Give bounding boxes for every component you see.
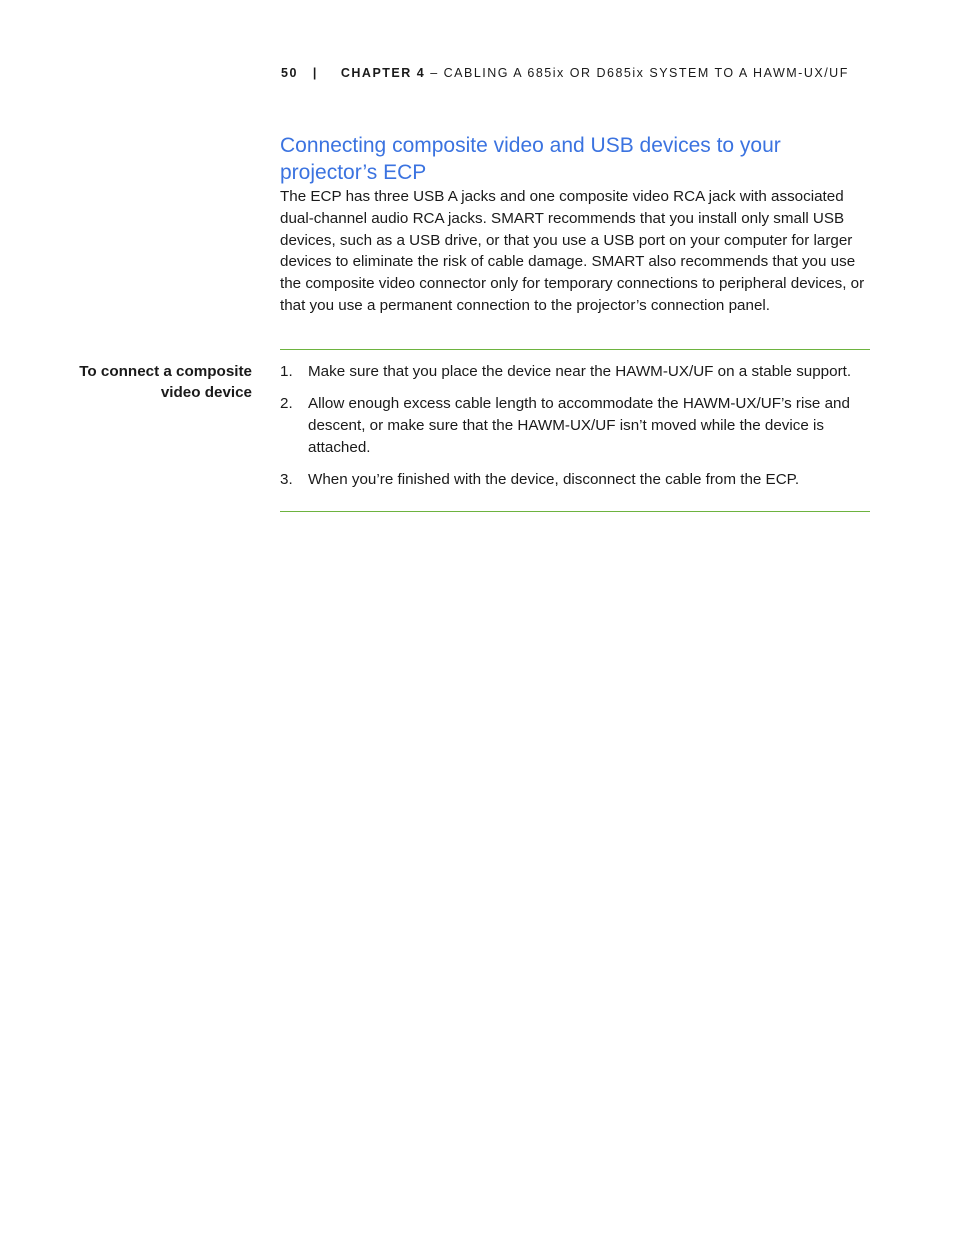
procedure-bottom-rule <box>280 511 870 512</box>
running-header <box>281 66 849 80</box>
step-number: 3. <box>280 471 293 489</box>
chapter-title: – CABLING A 685ix OR D685ix SYSTEM TO A HAWM-UX/UF <box>430 66 849 80</box>
procedure-label-line2: video device <box>160 384 252 401</box>
procedure-label-line1: To connect a composite <box>79 363 252 380</box>
step-text: Make sure that you place the device near the HAWM-UX/UF on a stable support. <box>308 363 852 380</box>
intro-paragraph: The ECP has three USB A jacks and one composite video RCA jack with associated dual-channel audio RCA jacks. SMART recommends that you install only small USB devices, such as a USB drive, or that you use a USB port on your computer for larger devices to eliminate the risk of cable damage. SMART also recommends that you use the composite video connector only for temporary connections to peripheral devices, or that you use a permanent connection to the projector’s connection panel. <box>280 188 865 314</box>
step-text: When you’re finished with the device, disconnect the cable from the ECP. <box>308 471 800 489</box>
step-item <box>280 469 872 491</box>
procedure-label <box>40 361 252 403</box>
step-item <box>280 361 872 383</box>
step-item <box>280 393 872 458</box>
page-number: 50 <box>281 66 298 80</box>
step-number: 1. <box>280 363 293 380</box>
step-text: Allow enough excess cable length to accommodate the HAWM-UX/UF’s rise and descent, or make sure that the HAWM-UX/UF isn’t moved while the device is attached. <box>308 395 850 456</box>
procedure-steps <box>280 361 872 501</box>
header-separator: | <box>312 66 318 80</box>
step-number: 2. <box>280 395 293 413</box>
chapter-label: CHAPTER 4 <box>340 66 426 80</box>
section-title: Connecting composite video and USB devices to your projector’s ECP <box>280 134 781 184</box>
procedure-top-rule <box>280 349 870 350</box>
